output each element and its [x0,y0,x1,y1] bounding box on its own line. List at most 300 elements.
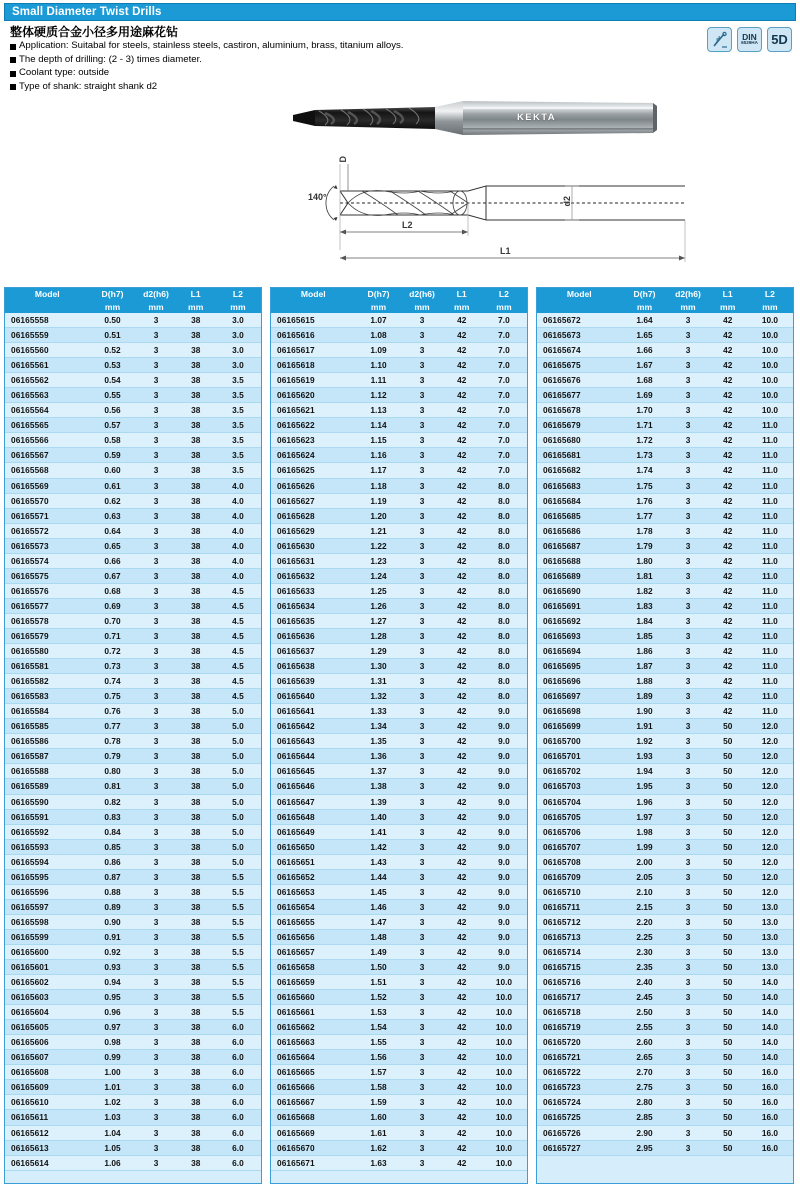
table-row[interactable] [537,538,793,553]
table-row[interactable] [5,854,261,869]
diameter-cell: 1.39 [355,794,401,809]
flute-length-cell: 5.0 [215,779,261,794]
model-cell: 06165565 [5,418,89,433]
table-row[interactable] [5,1050,261,1065]
table-row[interactable] [271,794,527,809]
table-row[interactable] [271,884,527,899]
table-row[interactable] [271,704,527,719]
table-row[interactable] [537,960,793,975]
overall-length-cell: 42 [443,779,481,794]
flute-length-cell: 4.0 [215,553,261,568]
table-row[interactable] [271,448,527,463]
table-row[interactable] [537,704,793,719]
table-row[interactable] [537,929,793,944]
flute-length-cell: 5.5 [215,990,261,1005]
table-row[interactable] [537,343,793,358]
flute-length-cell: 14.0 [747,1050,793,1065]
table-row[interactable] [5,990,261,1005]
table-row[interactable] [5,794,261,809]
table-row[interactable] [5,899,261,914]
flute-length-cell: 11.0 [747,583,793,598]
table-row[interactable] [537,1125,793,1140]
table-row[interactable] [537,749,793,764]
table-row[interactable] [5,1155,261,1170]
shank-diameter-cell: 3 [668,358,709,373]
table-row[interactable] [5,508,261,523]
table-row[interactable] [5,824,261,839]
table-row[interactable] [271,854,527,869]
table-row[interactable] [271,644,527,659]
shank-diameter-cell: 3 [668,1095,709,1110]
diameter-cell: 2.45 [621,990,667,1005]
overall-length-cell: 42 [709,644,747,659]
table-row[interactable] [271,493,527,508]
table-row[interactable] [537,373,793,388]
table-row[interactable] [537,613,793,628]
overall-length-cell: 42 [443,824,481,839]
table-row[interactable] [5,403,261,418]
table-row[interactable] [271,598,527,613]
table-row[interactable] [271,809,527,824]
diameter-label: D [338,156,348,163]
table-row[interactable] [537,719,793,734]
table-row[interactable] [5,719,261,734]
flute-length-cell: 5.5 [215,884,261,899]
overall-length-cell: 50 [709,990,747,1005]
diameter-cell: 1.32 [355,689,401,704]
model-cell: 06165672 [537,313,621,328]
table-row[interactable] [537,1095,793,1110]
drill-photo-svg [285,88,660,150]
table-row[interactable] [271,1080,527,1095]
table-row[interactable] [537,899,793,914]
page-title-bar [4,3,796,21]
shank-diameter-cell: 3 [668,523,709,538]
table-row[interactable] [5,1125,261,1140]
overall-length-cell: 38 [177,1110,215,1125]
table-row[interactable] [271,1110,527,1125]
table-row[interactable] [5,1035,261,1050]
overall-length-cell: 42 [443,418,481,433]
table-row[interactable] [537,809,793,824]
flute-length-cell: 12.0 [747,764,793,779]
overall-length-cell: 42 [443,328,481,343]
table-row[interactable] [271,960,527,975]
table-row[interactable] [537,1065,793,1080]
table-row[interactable] [271,764,527,779]
table-row[interactable] [5,433,261,448]
table-row[interactable] [271,328,527,343]
table-row[interactable] [537,674,793,689]
shank-diameter-cell: 3 [668,613,709,628]
table-unit-row [5,301,261,313]
table-row[interactable] [537,794,793,809]
table-row[interactable] [5,538,261,553]
table-row[interactable] [5,689,261,704]
overall-length-cell: 50 [709,975,747,990]
shank-diameter-cell: 3 [668,854,709,869]
table-row[interactable] [5,388,261,403]
overall-length-cell: 38 [177,944,215,959]
diameter-cell: 2.80 [621,1095,667,1110]
diameter-cell: 1.47 [355,914,401,929]
table-row[interactable] [271,779,527,794]
shank-diameter-cell: 3 [402,749,443,764]
overall-length-cell: 42 [709,433,747,448]
overall-length-cell: 38 [177,418,215,433]
table-row[interactable] [5,1110,261,1125]
table-row[interactable] [271,1065,527,1080]
model-cell: 06165703 [537,779,621,794]
table-row[interactable] [537,523,793,538]
table-row[interactable] [271,373,527,388]
flute-length-cell: 4.0 [215,478,261,493]
table-row[interactable] [271,433,527,448]
shank-diameter-cell: 3 [402,1050,443,1065]
depth-rating-label: 5D [771,32,788,47]
diameter-cell: 0.56 [89,403,135,418]
table-row[interactable] [5,373,261,388]
table-row[interactable] [537,854,793,869]
shank-diameter-cell: 3 [136,944,177,959]
diameter-cell: 1.99 [621,839,667,854]
table-row[interactable] [537,1050,793,1065]
table-row[interactable] [271,313,527,328]
model-cell: 06165643 [271,734,355,749]
flute-length-cell: 3.5 [215,403,261,418]
table-row[interactable] [5,1140,261,1155]
table-row[interactable] [271,1125,527,1140]
table-row[interactable] [5,960,261,975]
table-row[interactable] [537,433,793,448]
shank-diameter-cell: 3 [668,960,709,975]
model-cell: 06165659 [271,975,355,990]
shank-diameter-cell: 3 [668,553,709,568]
table-row[interactable] [5,358,261,373]
table-row[interactable] [5,1080,261,1095]
table-row[interactable] [5,644,261,659]
flute-length-cell: 10.0 [747,343,793,358]
flute-length-cell: 9.0 [481,779,527,794]
flute-length-cell: 7.0 [481,343,527,358]
table-row[interactable] [271,929,527,944]
model-cell: 06165606 [5,1035,89,1050]
table-row[interactable] [271,914,527,929]
table-row[interactable] [5,1095,261,1110]
table-row[interactable] [271,478,527,493]
table-row[interactable] [537,734,793,749]
flute-length-cell: 11.0 [747,523,793,538]
table-row[interactable] [5,583,261,598]
table-row[interactable] [537,839,793,854]
table-row[interactable] [271,463,527,478]
overall-length-cell: 38 [177,388,215,403]
table-row[interactable] [271,628,527,643]
table-row[interactable] [271,674,527,689]
table-row[interactable] [537,1020,793,1035]
diameter-cell: 1.12 [355,388,401,403]
table-row[interactable] [271,1035,527,1050]
table-row[interactable] [271,824,527,839]
table-row[interactable] [271,749,527,764]
table-row[interactable] [5,418,261,433]
table-row[interactable] [5,809,261,824]
table-row[interactable] [537,824,793,839]
table-row[interactable] [537,644,793,659]
table-row[interactable] [271,689,527,704]
model-cell: 06165600 [5,944,89,959]
table-row[interactable] [5,328,261,343]
shank-diameter-cell: 3 [402,1065,443,1080]
overall-length-cell: 50 [709,1095,747,1110]
table-row[interactable] [5,628,261,643]
flute-length-cell: 5.5 [215,1005,261,1020]
table-row[interactable] [271,1140,527,1155]
flute-length-cell: 6.0 [215,1080,261,1095]
model-cell: 06165603 [5,990,89,1005]
model-cell: 06165691 [537,598,621,613]
table-row[interactable] [537,779,793,794]
model-cell: 06165642 [271,719,355,734]
table-row[interactable] [271,613,527,628]
table-row[interactable] [537,975,793,990]
table-row[interactable] [537,493,793,508]
table-row[interactable] [5,463,261,478]
model-cell: 06165569 [5,478,89,493]
overall-length-cell: 42 [709,478,747,493]
table-row[interactable] [537,388,793,403]
table-row[interactable] [271,899,527,914]
diameter-cell: 1.30 [355,659,401,674]
table-row[interactable] [537,313,793,328]
table-row[interactable] [271,1050,527,1065]
table-row[interactable] [537,598,793,613]
diameter-cell: 0.63 [89,508,135,523]
overall-length-cell: 42 [443,523,481,538]
table-row[interactable] [537,358,793,373]
column-unit [537,301,621,313]
flute-length-cell: 7.0 [481,463,527,478]
table-row[interactable] [271,523,527,538]
table-row[interactable] [271,659,527,674]
shank-diameter-cell: 3 [136,929,177,944]
table-row[interactable] [5,493,261,508]
table-row[interactable] [5,523,261,538]
flute-length-cell: 5.0 [215,764,261,779]
flute-length-cell: 13.0 [747,944,793,959]
table-row[interactable] [271,508,527,523]
table-row[interactable] [271,719,527,734]
table-row[interactable] [537,583,793,598]
dimension-drawing-svg [300,150,690,275]
table-row[interactable] [271,553,527,568]
table-row[interactable] [5,944,261,959]
table-row[interactable] [5,478,261,493]
table-row[interactable] [271,1155,527,1170]
shank-diameter-cell: 3 [136,328,177,343]
table-row[interactable] [271,418,527,433]
shank-diameter-cell: 3 [402,568,443,583]
table-row[interactable] [5,448,261,463]
table-row[interactable] [271,343,527,358]
overall-length-cell: 50 [709,779,747,794]
table-row[interactable] [537,884,793,899]
flute-length-cell: 16.0 [747,1125,793,1140]
diameter-cell: 1.22 [355,538,401,553]
table-row[interactable] [5,764,261,779]
model-cell: 06165588 [5,764,89,779]
table-row[interactable] [271,839,527,854]
shank-diameter-cell: 3 [402,854,443,869]
diameter-cell: 0.85 [89,839,135,854]
table-row[interactable] [271,538,527,553]
flute-length-cell: 9.0 [481,884,527,899]
table-row[interactable] [5,1020,261,1035]
shank-diameter-cell: 3 [668,899,709,914]
table-row[interactable] [5,674,261,689]
shank-diameter-cell: 3 [136,553,177,568]
table-row[interactable] [271,990,527,1005]
overall-length-cell: 50 [709,1080,747,1095]
table-row[interactable] [5,779,261,794]
table-row[interactable] [537,628,793,643]
table-row[interactable] [5,553,261,568]
model-cell: 06165723 [537,1080,621,1095]
shank-diameter-cell: 3 [402,1020,443,1035]
table-row[interactable] [537,659,793,674]
table-row[interactable] [271,869,527,884]
table-row[interactable] [5,598,261,613]
spec-table-column-2 [270,287,528,1184]
table-row[interactable] [537,553,793,568]
shank-diameter-cell: 3 [136,403,177,418]
table-row[interactable] [271,568,527,583]
model-cell: 06165680 [537,433,621,448]
table-row[interactable] [537,418,793,433]
diameter-cell: 0.51 [89,328,135,343]
table-row[interactable] [5,929,261,944]
table-row[interactable] [271,358,527,373]
table-row[interactable] [271,1005,527,1020]
column-header: Model [537,288,621,301]
table-row[interactable] [271,403,527,418]
table-row[interactable] [5,568,261,583]
flute-length-cell: 11.0 [747,628,793,643]
diameter-cell: 0.95 [89,990,135,1005]
table-row[interactable] [271,1020,527,1035]
flute-length-cell: 3.0 [215,343,261,358]
model-cell: 06165694 [537,644,621,659]
table-row[interactable] [5,914,261,929]
diameter-cell: 1.19 [355,493,401,508]
diameter-cell: 1.58 [355,1080,401,1095]
table-row[interactable] [537,1005,793,1020]
table-row[interactable] [537,1140,793,1155]
model-cell: 06165622 [271,418,355,433]
shank-diameter-cell: 3 [402,704,443,719]
model-cell: 06165593 [5,839,89,854]
overall-length-cell: 38 [177,734,215,749]
model-cell: 06165716 [537,975,621,990]
diameter-cell: 1.89 [621,689,667,704]
table-row[interactable] [537,403,793,418]
table-row[interactable] [271,1095,527,1110]
flute-length-cell: 13.0 [747,929,793,944]
table-row[interactable] [5,313,261,328]
shank-diameter-cell: 3 [136,433,177,448]
table-row[interactable] [5,734,261,749]
table-row[interactable] [5,343,261,358]
overall-length-cell: 42 [443,1155,481,1170]
table-row[interactable] [537,448,793,463]
diameter-cell: 1.90 [621,704,667,719]
table-row[interactable] [537,689,793,704]
shank-diameter-cell: 3 [136,568,177,583]
overall-length-cell: 50 [709,1140,747,1155]
overall-length-cell: 50 [709,734,747,749]
table-row[interactable] [537,990,793,1005]
table-row[interactable] [271,388,527,403]
table-row[interactable] [537,944,793,959]
table-row[interactable] [5,869,261,884]
table-row[interactable] [537,1080,793,1095]
table-row[interactable] [537,328,793,343]
shank-diameter-cell: 3 [402,478,443,493]
table-row[interactable] [5,749,261,764]
shank-diameter-cell: 3 [136,1005,177,1020]
table-row[interactable] [537,869,793,884]
shank-diameter-cell: 3 [668,1050,709,1065]
flute-length-cell: 3.0 [215,328,261,343]
overall-length-cell: 38 [177,1065,215,1080]
shank-diameter-cell: 3 [402,448,443,463]
model-cell: 06165708 [537,854,621,869]
model-cell: 06165690 [537,583,621,598]
overall-length-cell: 42 [709,583,747,598]
table-row[interactable] [5,839,261,854]
table-row[interactable] [5,704,261,719]
model-cell: 06165604 [5,1005,89,1020]
table-row[interactable] [271,734,527,749]
table-row[interactable] [537,1110,793,1125]
table-row[interactable] [5,659,261,674]
table-row[interactable] [537,478,793,493]
table-row[interactable] [537,764,793,779]
overall-length-cell: 38 [177,373,215,388]
model-cell: 06165717 [537,990,621,1005]
table-row[interactable] [5,613,261,628]
diameter-cell: 0.76 [89,704,135,719]
shank-diameter-cell: 3 [136,839,177,854]
flute-length-cell: 9.0 [481,839,527,854]
flute-length-cell: 9.0 [481,749,527,764]
table-row[interactable] [537,914,793,929]
model-cell: 06165561 [5,358,89,373]
table-row[interactable] [5,975,261,990]
table-row[interactable] [5,1005,261,1020]
table-row[interactable] [271,944,527,959]
table-row[interactable] [537,463,793,478]
table-row[interactable] [537,508,793,523]
table-row[interactable] [5,1065,261,1080]
table-row[interactable] [5,884,261,899]
table-row[interactable] [271,975,527,990]
table-footer-spacer [271,1171,527,1183]
diameter-cell: 1.81 [621,568,667,583]
table-row[interactable] [537,568,793,583]
table-row[interactable] [537,1035,793,1050]
table-row[interactable] [271,583,527,598]
